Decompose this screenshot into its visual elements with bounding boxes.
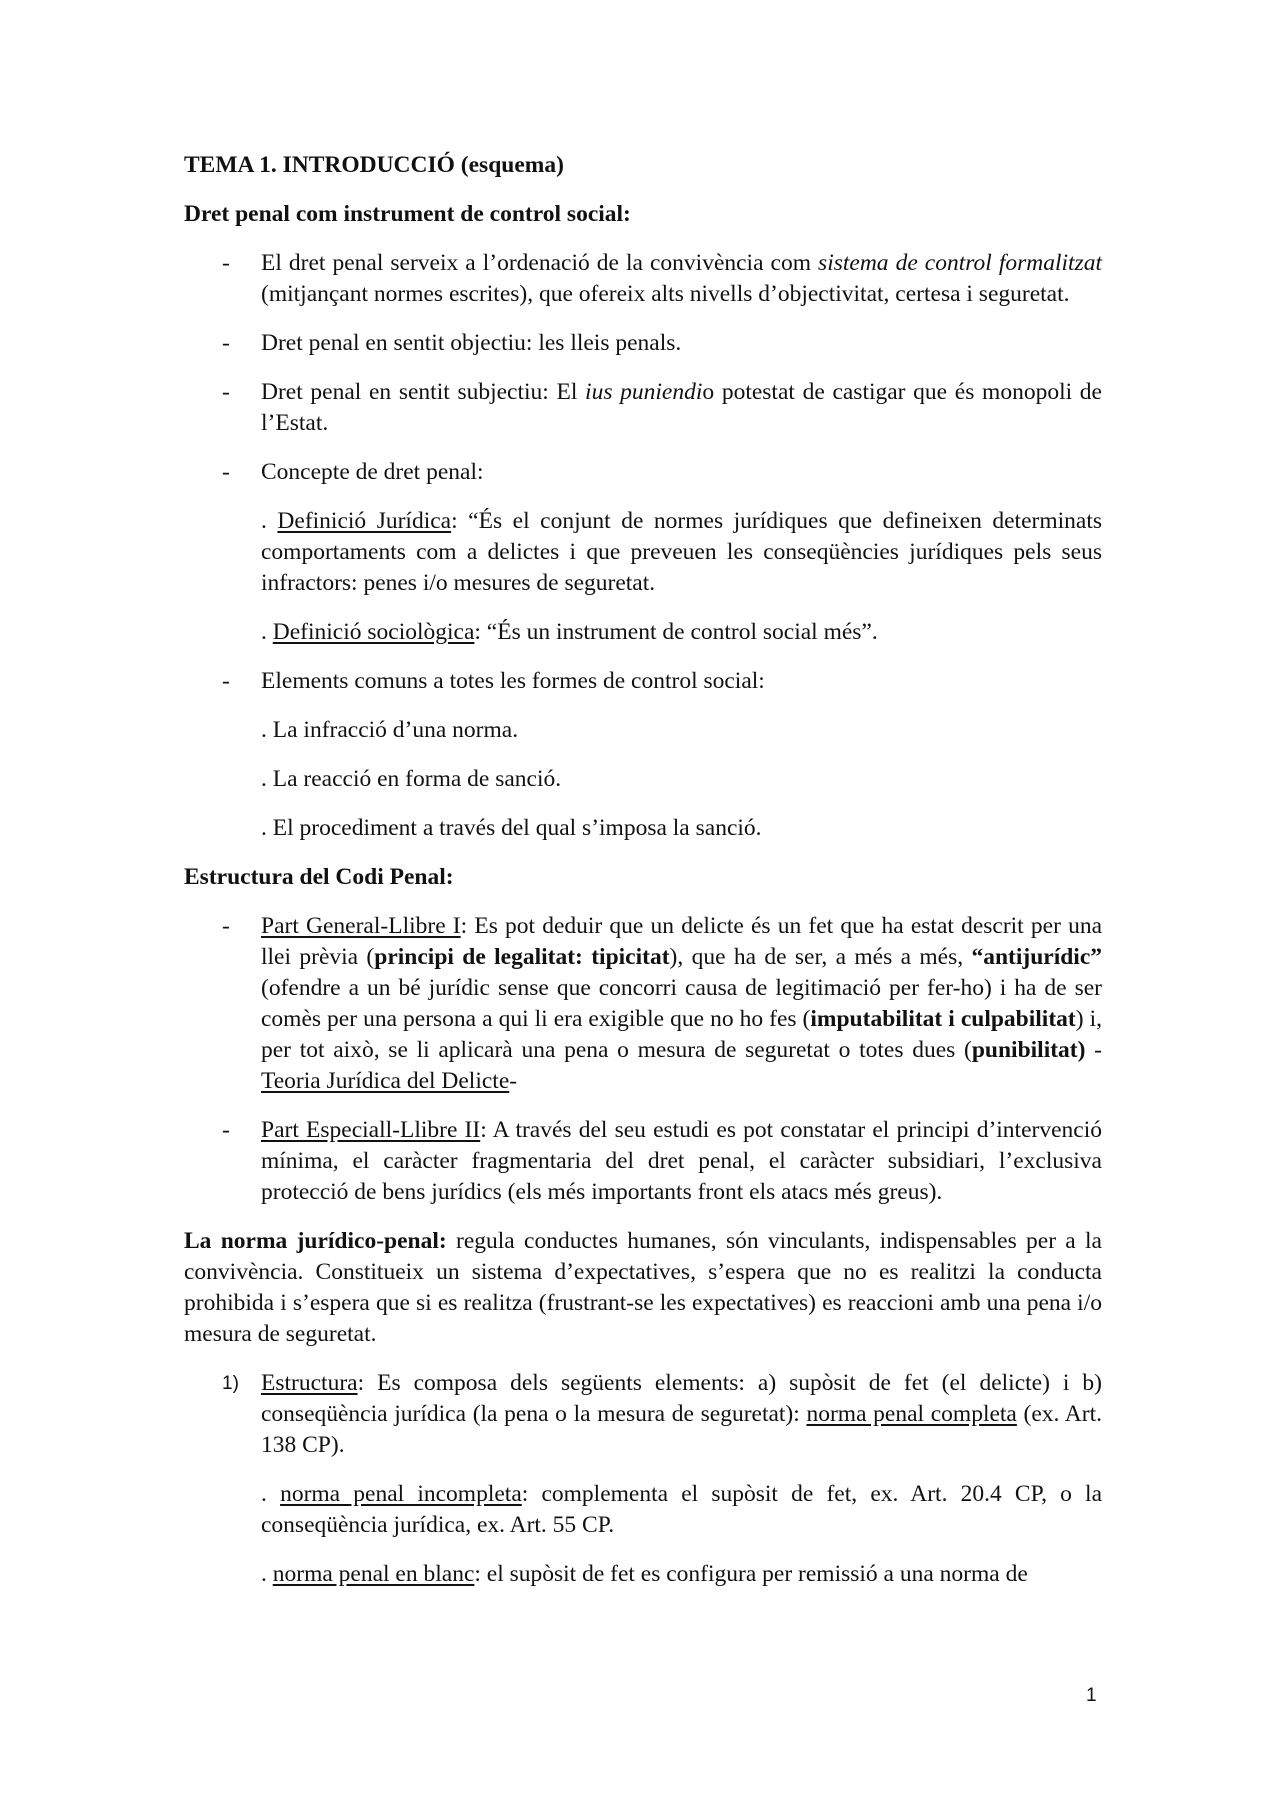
section-heading-codi-penal: Estructura del Codi Penal:: [184, 864, 454, 890]
norma-penal-incompleta: . norma penal incompleta: complementa el supòsit de fet, ex. Art. 20.4 CP, o la conseqüència jurídica, ex. Art. 55 CP.: [261, 1481, 1103, 1538]
underlined-term: norma penal en blanc: [272, 1561, 475, 1587]
bullet-sentit-subjectiu: - Dret penal en sentit subjectiu: El ius puniendio potestat de castigar que és monopoli de l’Estat.: [222, 379, 1102, 436]
paragraph-norma-juridico-penal: La norma jurídico-penal: regula conductes humanes, són vinculants, indispensables per a la convivència. Constitueix un sistema d’expectatives, s’espera que no es realitzi la conducta prohibida i s’espera que si es realitza (frustrant-se les expectatives) es reaccioni amb una pena i/o mesura de seguretat.: [184, 1228, 1102, 1347]
list-number: 1): [222, 1373, 239, 1394]
dash-marker: -: [222, 330, 230, 356]
underlined-term: Definició sociològica: [272, 619, 475, 645]
element-infraccio: . La infracció d’una norma.: [261, 717, 519, 743]
bullet-part-general: - Part General-Llibre I: Es pot deduir que un delicte és un fet que ha estat descrit per una llei prèvia (principi de legalitat: tipicitat), que ha de ser, a més a més, “antijurídic” (ofendre a un bé jurídic sense que concorri causa de legitimació per fer-ho) i ha de ser comès per una persona a qui li era exigible que no ho fes (imputabilitat i culpabilitat) i, per tot això, se li aplicarà una pena o mesura de seguretat o totes dues (punibilitat) -Teoria Jurídica del Delicte-: [222, 913, 1103, 1094]
page-number: 1: [1086, 1685, 1097, 1706]
italic-term: ius puniendi: [585, 379, 703, 405]
definicio-juridica: . Definició Jurídica: “És el conjunt de normes jurídiques que defineixen determinats comportaments com a delictes i que preveuen les conseqüències jurídiques pels seus infractors: penes i/o mesures de seguretat.: [261, 508, 1102, 596]
bullet-part-especial: - Part Especiall-Llibre II: A través del seu estudi es pot constatar el principi d’intervenció mínima, el caràcter fragmentaria del dret penal, el caràcter subsidiari, l’exclusiva protecció de bens jurídics (els més importants front els atacs més greus).: [222, 1117, 1102, 1205]
italic-term: sistema de control formalitzat: [818, 250, 1102, 276]
document-body: [184, 150, 1102, 1608]
underlined-term: norma penal completa: [806, 1401, 1017, 1427]
numbered-item-estructura: 1) Estructura: Es composa dels següents elements: a) supòsit de fet (el delicte) i b) conseqüència jurídica (la pena o la mesura de seguretat): norma penal completa (ex. Art. 138 CP).: [222, 1370, 1103, 1458]
bullet-sentit-objectiu: - Dret penal en sentit objectiu: les lleis penals.: [184, 328, 1102, 359]
definicio-sociologica: . Definició sociològica: “És un instrument de control social més”.: [261, 619, 878, 645]
dash-marker: -: [222, 913, 230, 939]
underlined-term: norma penal incompleta: [280, 1481, 522, 1507]
element-reaccio: . La reacció en forma de sanció.: [261, 766, 562, 792]
section-heading-control-social: Dret penal com instrument de control social:: [184, 201, 631, 227]
paragraph-lead: La norma jurídico-penal:: [184, 1228, 447, 1254]
element-procediment: . El procediment a través del qual s’imposa la sanció.: [261, 815, 762, 841]
underlined-term: Estructura: [261, 1370, 358, 1396]
underlined-term: Part General-Llibre I: [261, 913, 461, 939]
underlined-term: Part Especiall-Llibre II: [261, 1117, 481, 1143]
dash-marker: -: [222, 459, 230, 485]
bullet-elements-comuns: - Elements comuns a totes les formes de control social:: [184, 666, 1102, 697]
norma-penal-en-blanc: . norma penal en blanc: el supòsit de fet es configura per remissió a una norma de: [261, 1561, 1028, 1587]
dash-marker: -: [222, 379, 230, 405]
bullet-sistema-control: - El dret penal serveix a l’ordenació de la convivència com sistema de control formalitzat (mitjançant normes escrites), que ofereix alts nivells d’objectivitat, certesa i seguretat.: [222, 250, 1102, 307]
dash-marker: -: [222, 668, 230, 694]
bullet-concepte: - Concepte de dret penal:: [184, 457, 1102, 488]
dash-marker: -: [222, 1117, 230, 1143]
underlined-term: Definició Jurídica: [277, 508, 452, 534]
dash-marker: -: [222, 250, 230, 276]
underlined-term: Teoria Jurídica del Delicte: [261, 1068, 510, 1094]
page-title: TEMA 1. INTRODUCCIÓ (esquema): [184, 152, 564, 178]
